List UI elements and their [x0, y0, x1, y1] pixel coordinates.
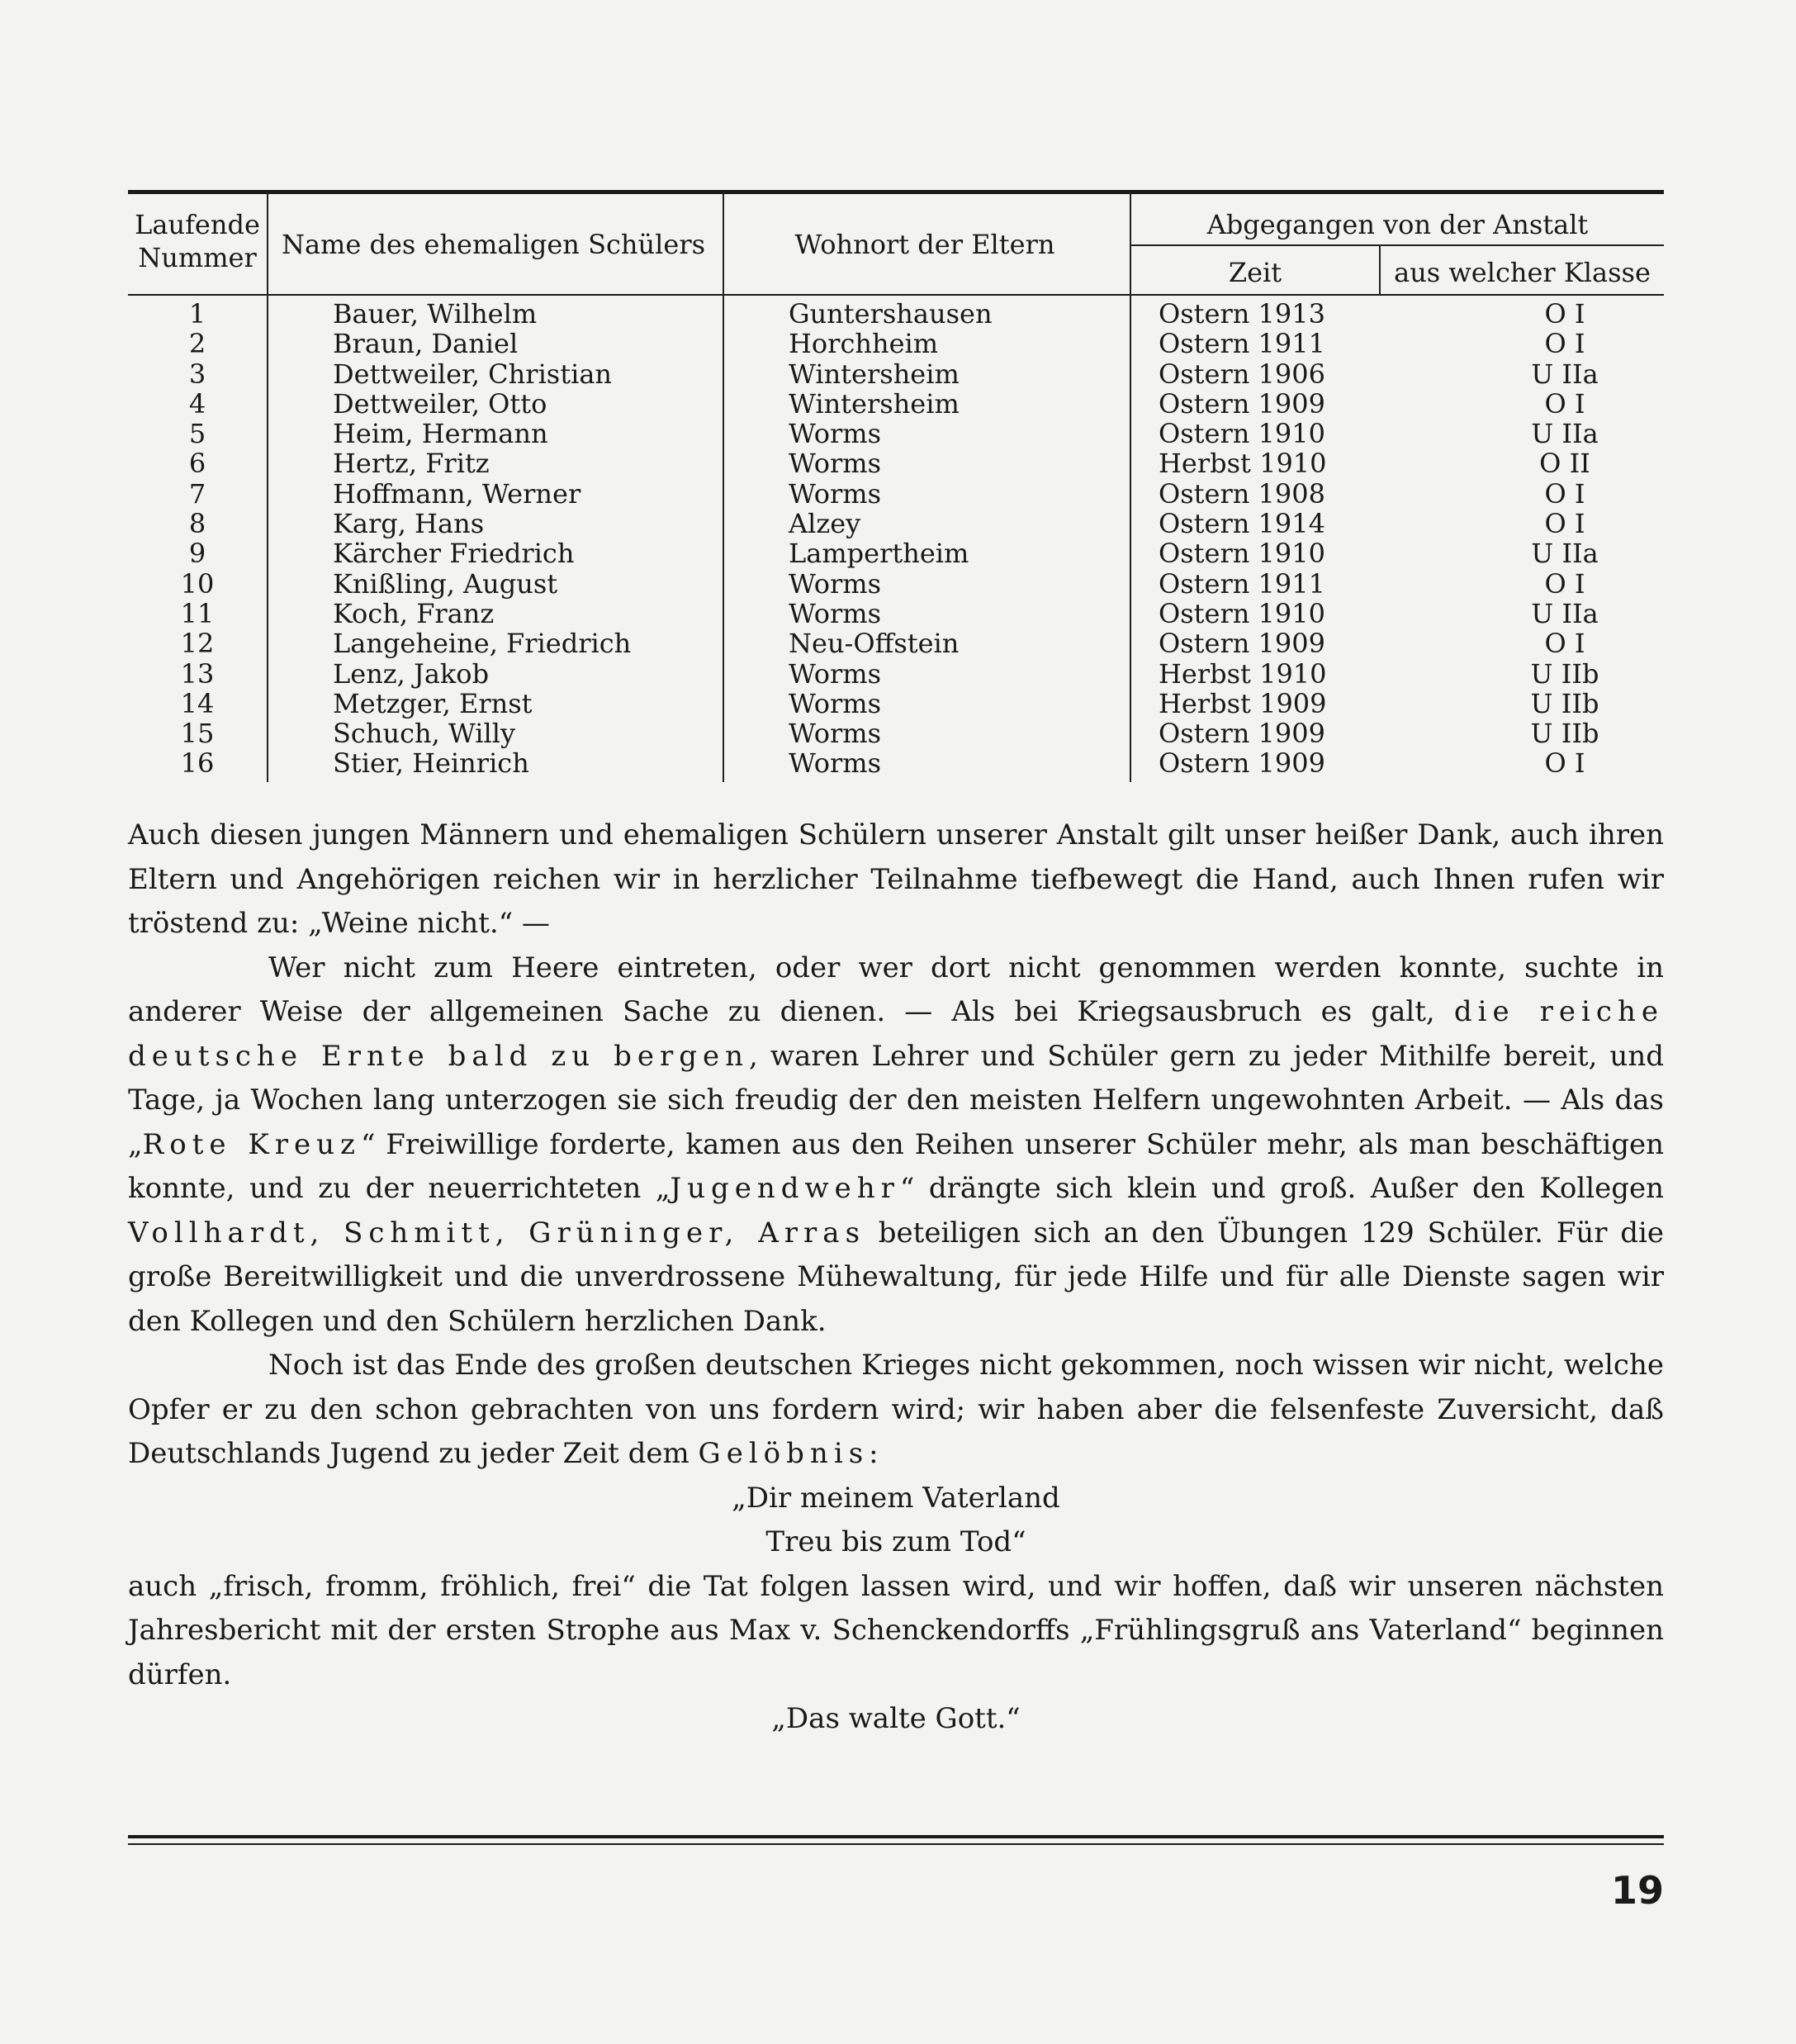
- text-span: Noch ist das Ende des großen deutschen Krieges nicht gekommen, noch wissen wir nicht, welche Opfer er zu den schon gebrachten von uns fordern wird; wir haben aber die felsenfeste Zuversicht, daß Deutschlands Jugend zu jeder Zeit dem: [128, 1349, 1664, 1470]
- row-number: 10: [180, 567, 215, 600]
- row-number: 16: [180, 747, 215, 780]
- departure-class: U IIa: [1531, 597, 1599, 629]
- header-laufende: Laufende: [135, 209, 260, 240]
- departure-time: Ostern 1909: [1159, 387, 1325, 420]
- table-row: [128, 299, 1664, 329]
- student-name: Stier, Heinrich: [333, 747, 529, 780]
- spaced-text: Gelöbnis: [698, 1437, 870, 1470]
- paragraph-dank: Auch diesen jungen Männern und ehemaligen Schülern unserer Anstalt gilt unser heißer Dank, auch ihren Eltern und Angehörigen reichen wir in herzlicher Teilnahme tiefbewegt die Hand, auch Ihnen rufen wir tröstend zu: „Weine nicht.“ —: [128, 818, 1664, 940]
- header-klasse: aus welcher Klasse: [1394, 257, 1651, 288]
- departure-time: Ostern 1909: [1159, 628, 1325, 660]
- student-name: Heim, Hermann: [333, 418, 548, 450]
- paragraph-mithilfe: [128, 946, 1664, 1344]
- body-text: [128, 813, 1664, 1742]
- paragraph-zuversicht: [128, 1344, 1664, 1477]
- quote-line-1: „Dir meinem Vaterland: [732, 1481, 1060, 1515]
- parents-town: Worms: [789, 747, 882, 780]
- departure-class: O II: [1539, 448, 1590, 480]
- parents-town: Worms: [789, 597, 882, 629]
- row-number: 7: [188, 477, 206, 510]
- departure-class: O I: [1544, 628, 1585, 660]
- departure-time: Ostern 1909: [1159, 718, 1325, 750]
- row-number: 9: [188, 538, 206, 570]
- row-number: 13: [180, 657, 215, 690]
- parents-town: Worms: [789, 448, 882, 480]
- bottom-rule-thin: [128, 1843, 1664, 1845]
- departure-class: U IIb: [1530, 657, 1599, 690]
- departure-time: Ostern 1911: [1159, 567, 1325, 600]
- row-number: 1: [188, 298, 206, 330]
- departure-class: U IIb: [1530, 718, 1599, 750]
- parents-town: Guntershausen: [789, 298, 993, 330]
- table-row: [128, 599, 1664, 628]
- table-row: [128, 538, 1664, 568]
- parents-town: Wintersheim: [789, 387, 960, 420]
- student-name: Hoffmann, Werner: [333, 477, 581, 510]
- parents-town: Worms: [789, 567, 882, 600]
- student-name: Braun, Daniel: [333, 328, 519, 360]
- departure-class: O I: [1544, 328, 1585, 360]
- student-name: Dettweiler, Christian: [333, 358, 612, 390]
- spaced-text: Rote Kreuz: [142, 1127, 361, 1161]
- departure-time: Ostern 1910: [1159, 597, 1325, 629]
- table-row: [128, 628, 1664, 658]
- row-number: 6: [188, 448, 206, 480]
- table-row: [128, 419, 1664, 448]
- row-number: 14: [180, 687, 215, 719]
- table-row: [128, 389, 1664, 419]
- header-laufende-nummer: [128, 208, 267, 274]
- parents-town: Neu-Offstein: [789, 628, 960, 660]
- parents-town: Worms: [789, 477, 882, 510]
- departure-time: Ostern 1910: [1159, 538, 1325, 570]
- departure-time: Ostern 1913: [1159, 298, 1325, 330]
- header-name: Name des ehemaligen Schülers: [281, 229, 706, 260]
- text-span: :: [869, 1437, 879, 1470]
- text-span: Wer nicht zum Heere eintreten, oder wer dort nicht genommen werden konnte, suchte in anderer Weise der allgemeinen Sache zu dienen. — Als bei Kriegsausbruch es galt,: [128, 951, 1664, 1028]
- departure-class: O I: [1544, 567, 1585, 600]
- top-rule: [128, 190, 1664, 194]
- header-rule: [128, 294, 1664, 296]
- parents-town: Horchheim: [789, 328, 939, 360]
- student-name: Kärcher Friedrich: [333, 538, 575, 570]
- student-name: Knißling, August: [333, 567, 558, 600]
- text-span: “ drängte sich klein und groß. Außer den Kollegen: [899, 1172, 1665, 1205]
- row-number: 3: [188, 358, 206, 390]
- departure-class: O I: [1544, 508, 1585, 540]
- spaced-text: Vollhardt, Schmitt, Grüninger, Arras: [128, 1216, 866, 1250]
- row-number: 12: [180, 628, 215, 660]
- row-number: 2: [188, 328, 206, 360]
- table-row: [128, 718, 1664, 748]
- parents-town: Wintersheim: [789, 358, 960, 390]
- departure-class: U IIa: [1531, 538, 1599, 570]
- text-span: beteiligen sich an den Übungen 129 Schüler. Für die große Bereitwilligkeit und die unverdrossene Mühewaltung, für jede Hilfe und für alle Dienste sagen wir den Kollegen und den Schülern herzlichen Dank.: [128, 1216, 1664, 1338]
- parents-town: Worms: [789, 718, 882, 750]
- table-row: [128, 569, 1664, 599]
- text-span: , waren Lehrer und Schüler gern zu jeder Mithilfe bereit, und Tage, ja Wochen lang unterzogen sie sich freudig der den meisten Helfern ungewohnten Arbeit. — Als das „: [128, 1039, 1664, 1161]
- row-number: 5: [188, 418, 206, 450]
- header-abgegangen: Abgegangen von der Anstalt: [1206, 209, 1589, 240]
- departure-time: Ostern 1909: [1159, 747, 1325, 780]
- student-name: Schuch, Willy: [333, 718, 516, 750]
- table-row: [128, 659, 1664, 689]
- departure-time: Ostern 1910: [1159, 418, 1325, 450]
- table-row: [128, 689, 1664, 718]
- row-number: 15: [180, 718, 215, 750]
- departure-class: U IIb: [1530, 687, 1599, 719]
- student-name: Lenz, Jakob: [333, 657, 490, 690]
- departure-time: Ostern 1906: [1159, 358, 1325, 390]
- table-row: [128, 448, 1664, 478]
- departure-time: Herbst 1910: [1159, 448, 1327, 480]
- student-name: Hertz, Fritz: [333, 448, 490, 480]
- table-row: [128, 479, 1664, 509]
- table-row: [128, 329, 1664, 358]
- parents-town: Worms: [789, 687, 882, 719]
- student-name: Karg, Hans: [333, 508, 485, 540]
- table-body: [128, 299, 1664, 779]
- student-name: Metzger, Ernst: [333, 687, 533, 719]
- table-row: [128, 359, 1664, 389]
- departure-time: Ostern 1911: [1159, 328, 1325, 360]
- student-name: Dettweiler, Otto: [333, 387, 547, 420]
- parents-town: Worms: [789, 657, 882, 690]
- row-number: 11: [180, 597, 215, 629]
- quote-line-2: Treu bis zum Tod“: [765, 1525, 1026, 1558]
- bottom-rule: [128, 1835, 1664, 1838]
- student-name: Langeheine, Friedrich: [333, 628, 632, 660]
- departure-time: Herbst 1910: [1159, 657, 1327, 690]
- header-sub-rule: [1130, 244, 1664, 246]
- spaced-text: Jugendwehr: [670, 1172, 900, 1205]
- parents-town: Alzey: [789, 508, 861, 540]
- table-row: [128, 509, 1664, 538]
- closing-line: „Das walte Gott.“: [771, 1702, 1021, 1735]
- departure-class: O I: [1544, 298, 1585, 330]
- header-nummer: Nummer: [138, 242, 257, 273]
- departure-time: Herbst 1909: [1159, 687, 1327, 719]
- row-number: 8: [188, 508, 206, 540]
- page-number: 19: [1610, 1868, 1664, 1913]
- parents-town: Lampertheim: [789, 538, 969, 570]
- departure-time: Ostern 1914: [1159, 508, 1325, 540]
- parents-town: Worms: [789, 418, 882, 450]
- paragraph-hoffnung: auch „frisch, fromm, fröhlich, frei“ die Tat folgen lassen wird, und wir hoffen, daß wir unseren nächsten Jahresbericht mit der ersten Strophe aus Max v. Schenckendorffs „Frühlingsgruß ans Vaterland“ beginnen dürfen.: [128, 1569, 1664, 1691]
- departure-class: O I: [1544, 747, 1585, 780]
- header-zeit: Zeit: [1228, 257, 1282, 288]
- text-span: “ Freiwillige forderte, kamen aus den Reihen unserer Schüler mehr, als man beschäftigen konnte, und zu der neuerrichteten „: [128, 1127, 1664, 1205]
- table-row: [128, 748, 1664, 778]
- departure-class: O I: [1544, 477, 1585, 510]
- header-wohnort: Wohnort der Eltern: [794, 229, 1055, 260]
- departure-class: O I: [1544, 387, 1585, 420]
- student-name: Bauer, Wilhelm: [333, 298, 538, 330]
- student-name: Koch, Franz: [333, 597, 495, 629]
- departure-class: U IIa: [1531, 418, 1599, 450]
- departure-time: Ostern 1908: [1159, 477, 1325, 510]
- row-number: 4: [188, 387, 206, 420]
- column-divider: [1379, 246, 1381, 296]
- spaced-text: die reiche deutsche Ernte bald zu bergen: [128, 995, 1664, 1073]
- departure-class: U IIa: [1531, 358, 1599, 390]
